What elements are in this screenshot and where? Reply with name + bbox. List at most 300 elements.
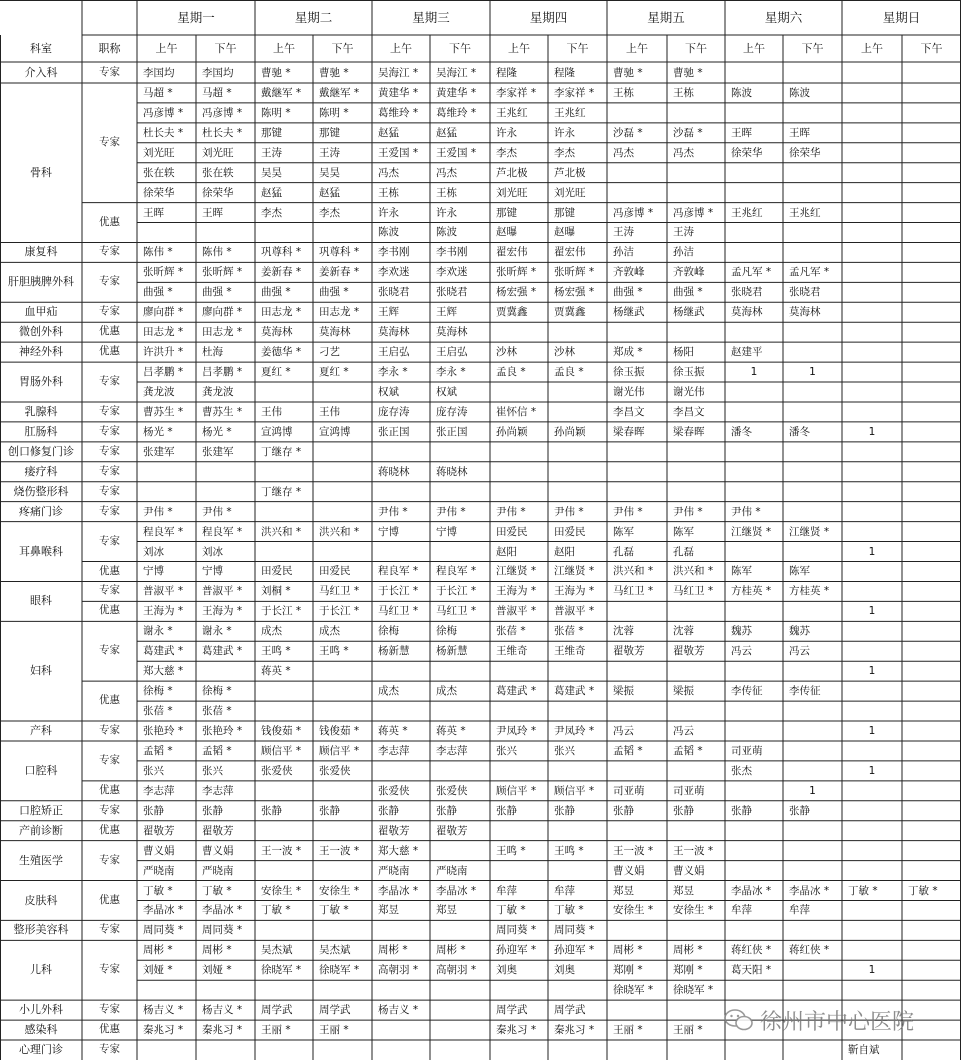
title-label: 优惠 bbox=[99, 783, 120, 796]
doctor-cell: 王兆红 bbox=[554, 106, 586, 119]
doctor-cell: 曹苏生 * bbox=[143, 405, 184, 418]
doctor-cell: 牟萍 bbox=[731, 904, 752, 917]
doctor-cell: 张昕辉 * bbox=[496, 266, 537, 279]
title-label: 专家 bbox=[99, 584, 120, 597]
doctor-cell: 周同葵 * bbox=[202, 924, 243, 937]
doctor-cell: 李晶冰 * bbox=[202, 904, 243, 917]
dept-name: 口腔矫正 bbox=[19, 803, 63, 817]
doctor-cell: 谢光伟 bbox=[613, 386, 645, 398]
pm-header: 下午 bbox=[920, 42, 943, 55]
doctor-cell: 田爱民 bbox=[554, 525, 586, 538]
doctor-cell: 李晶冰 * bbox=[378, 884, 419, 897]
doctor-cell: 李家祥 * bbox=[496, 86, 537, 99]
doctor-cell: 徐晓军 * bbox=[261, 964, 302, 977]
doctor-cell: 翟敬芳 bbox=[436, 824, 468, 837]
doctor-cell: 李晶冰 * bbox=[731, 884, 772, 897]
doctor-cell: 齐敦峰 bbox=[613, 266, 645, 279]
title-label: 专家 bbox=[99, 1003, 120, 1016]
doctor-cell: 田爱民 bbox=[261, 565, 293, 578]
am-header: 上午 bbox=[508, 42, 530, 55]
doctor-cell: 曹驰 * bbox=[613, 66, 643, 79]
doctor-cell: 刘冰 bbox=[143, 545, 164, 558]
doctor-cell: 谢永 * bbox=[143, 625, 173, 638]
doctor-cell: 张静 bbox=[496, 804, 517, 817]
doctor-cell: 顾信平 * bbox=[496, 784, 537, 797]
doctor-cell: 李杰 bbox=[554, 146, 575, 159]
doctor-cell: 周同葵 * bbox=[554, 924, 595, 937]
doctor-cell: 沙林 bbox=[554, 346, 575, 359]
doctor-cell: 王晖 bbox=[731, 126, 752, 139]
doctor-cell: 成杰 bbox=[261, 625, 282, 638]
doctor-cell: 曲强 * bbox=[143, 286, 173, 299]
doctor-cell: 丁敏 * bbox=[496, 904, 526, 917]
doctor-cell: 孟韬 * bbox=[202, 744, 232, 757]
doctor-cell: 刘奥 bbox=[554, 964, 575, 977]
doctor-cell: 刘奥 bbox=[496, 964, 517, 977]
doctor-cell: 崔怀信 * bbox=[496, 405, 537, 418]
doctor-cell: 张爱侠 bbox=[261, 764, 293, 777]
title-label: 专家 bbox=[99, 853, 120, 866]
doctor-cell: 芦北极 bbox=[496, 166, 528, 179]
title-label: 专家 bbox=[99, 753, 120, 766]
title-label: 专家 bbox=[99, 404, 120, 417]
am-header: 上午 bbox=[390, 42, 412, 55]
doctor-cell: 莫海林 bbox=[789, 306, 821, 319]
doctor-cell: 李晶冰 * bbox=[789, 884, 830, 897]
doctor-cell: 葛建武 * bbox=[496, 685, 537, 698]
doctor-cell: 廖向群 * bbox=[202, 306, 243, 319]
doctor-cell: 尹伟 * bbox=[378, 505, 408, 518]
doctor-cell: 李永 * bbox=[436, 366, 466, 379]
doctor-cell: 李晶冰 * bbox=[143, 904, 184, 917]
doctor-cell: 孙尚颖 bbox=[496, 425, 528, 438]
doctor-cell: 杨吉义 * bbox=[143, 1004, 184, 1017]
doctor-cell: 曲强 * bbox=[613, 286, 643, 299]
doctor-cell: 吴海江 * bbox=[436, 66, 477, 79]
doctor-cell: 王丽 * bbox=[261, 1024, 291, 1037]
doctor-cell: 李志萍 bbox=[378, 744, 410, 757]
doctor-cell: 程良军 * bbox=[378, 565, 419, 578]
doctor-cell: 张爱侠 bbox=[319, 764, 351, 777]
doctor-cell: 王鸣 * bbox=[554, 844, 584, 857]
doctor-cell: 李昌文 bbox=[613, 405, 645, 418]
doctor-cell: 丁敏 * bbox=[261, 904, 291, 917]
doctor-cell: 冯杰 bbox=[613, 146, 634, 159]
doctor-cell: 张蓓 * bbox=[143, 705, 173, 718]
doctor-cell: 孟韬 * bbox=[143, 744, 173, 757]
doctor-cell: 葛建武 * bbox=[143, 645, 184, 658]
doctor-cell: 张爱侠 bbox=[378, 784, 410, 797]
title-label: 专家 bbox=[99, 464, 120, 477]
doctor-cell: 李杰 bbox=[261, 206, 282, 219]
doctor-cell: 赵猛 bbox=[261, 186, 282, 199]
dept-name: 皮肤科 bbox=[24, 893, 58, 907]
doctor-cell: 王一波 * bbox=[319, 844, 360, 857]
doctor-cell: 王涛 bbox=[261, 146, 282, 159]
day-header: 星期一 bbox=[177, 10, 215, 25]
doctor-cell: 安徐生 * bbox=[613, 904, 654, 917]
dept-name: 胃肠外科 bbox=[19, 375, 63, 389]
doctor-cell: 莫海林 bbox=[319, 326, 351, 339]
doctor-cell: 杜海 bbox=[202, 346, 223, 359]
doctor-cell: 王栋 bbox=[378, 186, 399, 199]
doctor-cell: 孟韬 * bbox=[673, 744, 703, 757]
doctor-cell: 莫海林 bbox=[261, 326, 293, 339]
doctor-cell: 张兴 bbox=[202, 764, 223, 777]
doctor-cell: 陈波 bbox=[436, 226, 457, 239]
doctor-cell: 尹凤玲 * bbox=[496, 724, 537, 737]
dept-name: 疼痛门诊 bbox=[19, 504, 63, 518]
doctor-cell: 牟萍 bbox=[789, 904, 810, 917]
doctor-cell: 丁继存 * bbox=[261, 445, 302, 458]
doctor-cell: 刘桐 * bbox=[261, 585, 291, 598]
doctor-cell: 司亚萌 bbox=[613, 784, 645, 797]
doctor-cell: 翟敬芳 bbox=[202, 824, 234, 837]
doctor-cell: 马红卫 * bbox=[378, 605, 419, 618]
dept-name: 肝胆胰脾外科 bbox=[8, 275, 74, 289]
doctor-cell: 权斌 bbox=[378, 386, 399, 398]
doctor-cell: 郑昱 bbox=[436, 904, 457, 917]
doctor-cell: 江继贤 * bbox=[496, 565, 537, 578]
doctor-cell: 尹伟 * bbox=[436, 505, 466, 518]
doctor-cell: 曹驰 * bbox=[261, 66, 291, 79]
doctor-cell: 许永 bbox=[496, 126, 517, 139]
doctor-cell: 田志龙 * bbox=[202, 326, 243, 339]
doctor-cell: 陈波 bbox=[731, 86, 752, 99]
dept-name: 创口修复门诊 bbox=[8, 444, 74, 458]
doctor-cell: 翟敬芳 bbox=[143, 824, 175, 837]
dept-name: 微创外科 bbox=[19, 325, 63, 339]
doctor-cell: 沙磊 * bbox=[613, 126, 643, 139]
doctor-cell: 冯彦博 * bbox=[613, 206, 654, 219]
title-label: 专家 bbox=[99, 484, 120, 497]
doctor-cell: 程良军 * bbox=[436, 565, 477, 578]
doctor-cell: 于长江 * bbox=[378, 585, 419, 598]
doctor-cell: 杨继武 bbox=[613, 306, 645, 319]
doctor-cell: 刘光旺 bbox=[202, 146, 234, 159]
doctor-cell: 梁春晖 bbox=[613, 425, 645, 438]
watermark bbox=[724, 1002, 954, 1038]
title-label: 优惠 bbox=[99, 215, 120, 228]
doctor-cell: 王鸣 * bbox=[496, 844, 526, 857]
doctor-cell: 徐梅 * bbox=[202, 685, 232, 698]
title-label: 优惠 bbox=[99, 1023, 120, 1036]
pm-header: 下午 bbox=[801, 42, 824, 55]
doctor-cell: 吴杰斌 bbox=[319, 944, 351, 957]
doctor-cell: 冯彦博 * bbox=[673, 206, 714, 219]
doctor-cell: 冯云 bbox=[789, 645, 810, 658]
doctor-cell: 张静 bbox=[554, 804, 575, 817]
doctor-cell: 莫海林 bbox=[378, 326, 410, 339]
doctor-cell: 李志萍 bbox=[143, 784, 175, 797]
doctor-cell: 曹苏生 * bbox=[202, 405, 243, 418]
doctor-cell: 姜新春 * bbox=[319, 266, 360, 279]
doctor-cell: 顾信平 * bbox=[261, 744, 302, 757]
doctor-cell: 李书刚 bbox=[436, 246, 468, 259]
doctor-cell: 王涛 bbox=[613, 226, 634, 239]
doctor-cell: 丁敏 * bbox=[319, 904, 349, 917]
doctor-cell: 宣鸿博 bbox=[261, 425, 293, 438]
doctor-cell: 高朝羽 * bbox=[436, 964, 477, 977]
title-label: 专家 bbox=[99, 644, 120, 657]
doctor-cell: 尹伟 * bbox=[731, 505, 761, 518]
doctor-cell: 1 bbox=[868, 425, 876, 438]
doctor-cell: 郑刚 * bbox=[673, 964, 703, 977]
doctor-cell: 那键 bbox=[261, 126, 282, 139]
doctor-cell: 杨光 * bbox=[202, 425, 232, 438]
doctor-cell: 张在轶 bbox=[202, 166, 234, 179]
doctor-cell: 周彬 * bbox=[202, 944, 232, 957]
doctor-cell: 芦北极 bbox=[554, 166, 586, 179]
doctor-cell: 严晓南 bbox=[436, 864, 468, 877]
doctor-cell: 陈伟 * bbox=[143, 246, 173, 259]
am-header: 上午 bbox=[861, 42, 883, 55]
title-label: 优惠 bbox=[99, 893, 120, 906]
doctor-cell: 杜长夫 * bbox=[143, 126, 184, 139]
doctor-cell: 张正国 bbox=[378, 425, 410, 438]
doctor-cell: 赵阳 bbox=[496, 545, 517, 558]
doctor-cell: 潘冬 bbox=[789, 425, 810, 438]
doctor-cell: 田爱民 bbox=[496, 525, 528, 538]
doctor-cell: 王爱国 * bbox=[378, 146, 419, 159]
doctor-cell: 张昕辉 * bbox=[143, 266, 184, 279]
doctor-cell: 顾信平 * bbox=[554, 784, 595, 797]
doctor-cell: 梁振 bbox=[613, 685, 634, 698]
doctor-cell: 孟韬 * bbox=[613, 744, 643, 757]
doctor-cell: 冯杰 bbox=[436, 166, 457, 179]
doctor-cell: 王启弘 bbox=[436, 346, 468, 359]
doctor-cell: 徐晓军 * bbox=[673, 984, 714, 997]
doctor-cell: 马超 * bbox=[143, 86, 173, 99]
doctor-cell: 龚龙波 bbox=[143, 386, 175, 398]
doctor-cell: 宁博 bbox=[202, 565, 223, 578]
title-label: 优惠 bbox=[99, 564, 120, 577]
doctor-cell: 徐晓军 * bbox=[613, 984, 654, 997]
doctor-cell: 张静 bbox=[789, 804, 810, 817]
doctor-cell: 张兴 bbox=[496, 744, 517, 757]
doctor-cell: 李传征 bbox=[789, 685, 821, 698]
doctor-cell: 吴杰斌 bbox=[261, 944, 293, 957]
doctor-cell: 司亚萌 bbox=[673, 784, 705, 797]
doctor-cell: 夏红 * bbox=[319, 366, 349, 379]
doctor-cell: 徐晓军 * bbox=[319, 964, 360, 977]
doctor-cell: 那键 bbox=[496, 206, 517, 219]
doctor-cell: 郑昱 bbox=[378, 904, 399, 917]
doctor-cell: 高朝羽 * bbox=[378, 964, 419, 977]
doctor-cell: 孙迎军 * bbox=[554, 944, 595, 957]
doctor-cell: 曲强 * bbox=[673, 286, 703, 299]
doctor-cell: 王晖 bbox=[789, 126, 810, 139]
doctor-cell: 徐梅 * bbox=[143, 685, 173, 698]
doctor-cell: 周学武 bbox=[319, 1004, 351, 1017]
doctor-cell: 牟萍 bbox=[496, 884, 517, 897]
doctor-cell: 郑成 * bbox=[613, 346, 643, 359]
doctor-cell: 程隆 bbox=[554, 66, 575, 79]
doctor-cell: 陈军 bbox=[731, 565, 752, 578]
doctor-cell: 尹凤玲 * bbox=[554, 724, 595, 737]
doctor-cell: 马红卫 * bbox=[436, 605, 477, 618]
doctor-cell: 田志龙 * bbox=[143, 326, 184, 339]
doctor-cell: 戴継军 * bbox=[261, 86, 302, 99]
title-label: 优惠 bbox=[99, 823, 120, 836]
doctor-cell: 钱俊茹 * bbox=[261, 724, 302, 737]
doctor-cell: 王栋 bbox=[436, 186, 457, 199]
doctor-cell: 孔磊 bbox=[673, 545, 694, 558]
doctor-cell: 刘冰 bbox=[202, 545, 223, 558]
doctor-cell: 张晓君 bbox=[378, 286, 410, 299]
doctor-cell: 王海为 * bbox=[554, 585, 595, 598]
doctor-cell: 程良军 * bbox=[143, 525, 184, 538]
doctor-cell: 赵猛 bbox=[319, 186, 340, 199]
dept-name: 小儿外科 bbox=[19, 1003, 63, 1017]
doctor-cell: 翟敬芳 bbox=[673, 645, 705, 658]
doctor-cell: 江继贤 * bbox=[731, 525, 772, 538]
dept-name: 耳鼻喉科 bbox=[19, 544, 63, 558]
doctor-cell: 张静 bbox=[319, 804, 340, 817]
doctor-cell: 赵阳 bbox=[554, 545, 575, 558]
doctor-cell: 曲强 * bbox=[202, 286, 232, 299]
doctor-cell: 蒋晓林 bbox=[378, 465, 410, 478]
doctor-cell: 孟良 * bbox=[496, 366, 526, 379]
doctor-cell: 张静 bbox=[731, 804, 752, 817]
doctor-cell: 张兴 bbox=[143, 764, 164, 777]
doctor-cell: 徐梅 bbox=[436, 625, 457, 638]
doctor-cell: 吴海江 * bbox=[378, 66, 419, 79]
doctor-cell: 张静 bbox=[673, 804, 694, 817]
doctor-cell: 李国均 bbox=[202, 66, 234, 79]
doctor-cell: 洪兴和 * bbox=[673, 565, 714, 578]
title-label: 专家 bbox=[99, 444, 120, 457]
doctor-cell: 许永 bbox=[378, 206, 399, 219]
doctor-cell: 那键 bbox=[319, 126, 340, 139]
doctor-cell: 孙尚颖 bbox=[554, 425, 586, 438]
doctor-cell: 靳自斌 bbox=[848, 1044, 880, 1057]
doctor-cell: 王辉 bbox=[436, 306, 457, 319]
doctor-cell: 李杰 bbox=[319, 206, 340, 219]
doctor-cell: 刘娅 * bbox=[202, 964, 232, 977]
doctor-cell: 周彬 * bbox=[436, 944, 466, 957]
doctor-cell: 王爱国 * bbox=[436, 146, 477, 159]
doctor-cell: 张静 bbox=[261, 804, 282, 817]
dept-name: 产前诊断 bbox=[19, 823, 63, 837]
doctor-cell: 翟敬芳 bbox=[378, 824, 410, 837]
doctor-cell: 张静 bbox=[436, 804, 457, 817]
doctor-cell: 孔磊 bbox=[613, 545, 634, 558]
doctor-cell: 秦兆习 * bbox=[554, 1024, 595, 1037]
doctor-cell: 孟凡军 * bbox=[789, 266, 830, 279]
doctor-cell: 翟宏伟 bbox=[496, 246, 528, 259]
pm-header: 下午 bbox=[449, 42, 471, 55]
doctor-cell: 徐荣华 bbox=[731, 146, 763, 159]
doctor-cell: 王晖 bbox=[202, 206, 223, 219]
doctor-cell: 蒋红侠 * bbox=[789, 944, 830, 957]
doctor-cell: 王鸣 * bbox=[261, 645, 291, 658]
doctor-cell: 尹伟 * bbox=[496, 505, 526, 518]
doctor-cell: 沙林 bbox=[496, 346, 517, 359]
doctor-cell: 李杰 bbox=[496, 146, 517, 159]
doctor-cell: 王辉 bbox=[378, 306, 399, 319]
dept-name: 康复科 bbox=[24, 245, 58, 259]
dept-name: 烧伤整形科 bbox=[13, 484, 69, 498]
doctor-cell: 王海为 * bbox=[496, 585, 537, 598]
doctor-cell: 郑大慈 * bbox=[378, 844, 419, 857]
doctor-cell: 陈军 bbox=[789, 565, 810, 578]
doctor-cell: 程良军 * bbox=[202, 525, 243, 538]
doctor-cell: 尹伟 * bbox=[613, 505, 643, 518]
doctor-cell: 田志龙 * bbox=[319, 306, 360, 319]
doctor-cell: 王丽 * bbox=[673, 1024, 703, 1037]
doctor-cell: 秦兆习 * bbox=[143, 1024, 184, 1037]
title-label: 优惠 bbox=[99, 325, 120, 338]
doctor-cell: 丁敏 * bbox=[202, 884, 232, 897]
doctor-cell: 张建军 bbox=[143, 445, 175, 458]
dept-name: 儿科 bbox=[30, 963, 52, 977]
doctor-cell: 姜德华 * bbox=[261, 346, 302, 359]
doctor-cell: 刘娅 * bbox=[143, 964, 173, 977]
doctor-cell: 田志龙 * bbox=[261, 306, 302, 319]
title-label: 专家 bbox=[99, 803, 120, 816]
doctor-cell: 王涛 bbox=[673, 226, 694, 239]
doctor-cell: 1 bbox=[868, 764, 876, 777]
doctor-cell: 莫海林 bbox=[731, 306, 763, 319]
doctor-cell: 1 bbox=[868, 724, 876, 737]
doctor-cell: 庞存涛 bbox=[378, 405, 410, 418]
title-label: 专家 bbox=[99, 504, 120, 517]
doctor-cell: 周学武 bbox=[261, 1004, 293, 1017]
title-header: 职称 bbox=[98, 42, 121, 55]
doctor-cell: 王丽 * bbox=[613, 1024, 643, 1037]
doctor-cell: 丁敏 * bbox=[143, 884, 173, 897]
doctor-cell: 张蓓 * bbox=[496, 625, 526, 638]
doctor-cell: 丁敏 * bbox=[554, 904, 584, 917]
doctor-cell: 马红卫 * bbox=[319, 585, 360, 598]
doctor-cell: 张晓君 bbox=[436, 286, 468, 299]
day-header: 星期三 bbox=[412, 10, 450, 25]
doctor-cell: 江继贤 * bbox=[789, 525, 830, 538]
doctor-cell: 魏苏 bbox=[789, 625, 810, 638]
doctor-cell: 1 bbox=[809, 784, 816, 797]
doctor-cell: 王涛 bbox=[319, 146, 340, 159]
doctor-cell: 贾冀鑫 bbox=[554, 306, 586, 319]
doctor-cell: 张静 bbox=[202, 804, 223, 817]
doctor-cell: 陈波 bbox=[789, 86, 810, 99]
doctor-cell: 曹义娟 bbox=[673, 864, 705, 877]
doctor-cell: 安徐生 * bbox=[261, 884, 302, 897]
doctor-cell: 马超 * bbox=[202, 86, 232, 99]
doctor-cell: 姜新春 * bbox=[261, 266, 302, 279]
doctor-cell: 王晖 bbox=[143, 206, 164, 219]
doctor-cell: 周学武 bbox=[496, 1004, 528, 1017]
doctor-cell: 魏苏 bbox=[731, 625, 752, 638]
doctor-cell: 孙洁 bbox=[673, 246, 694, 259]
doctor-cell: 谢光伟 bbox=[673, 386, 705, 398]
doctor-cell: 张在轶 bbox=[143, 166, 175, 179]
doctor-cell: 王栋 bbox=[613, 86, 634, 99]
doctor-cell: 周同葵 * bbox=[143, 924, 184, 937]
doctor-cell: 王兆红 bbox=[789, 206, 821, 219]
doctor-cell: 普淑平 * bbox=[202, 585, 243, 598]
doctor-cell: 沙磊 * bbox=[673, 126, 703, 139]
title-label: 专家 bbox=[99, 375, 120, 388]
doctor-cell: 徐梅 bbox=[378, 625, 399, 638]
doctor-cell: 曹义娟 bbox=[613, 864, 645, 877]
title-label: 专家 bbox=[99, 534, 120, 547]
doctor-cell: 杜长夫 * bbox=[202, 126, 243, 139]
doctor-cell: 严晓南 bbox=[202, 864, 234, 877]
doctor-cell: 蒋英 * bbox=[378, 724, 408, 737]
title-label: 专家 bbox=[99, 923, 120, 936]
doctor-cell: 蒋红侠 * bbox=[731, 944, 772, 957]
